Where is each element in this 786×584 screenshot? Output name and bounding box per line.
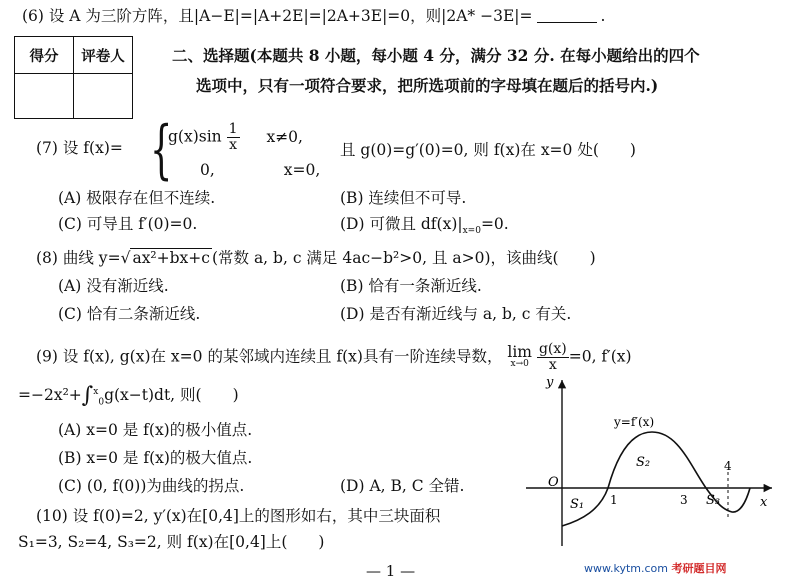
- q8-option-b: (B) 恰有一条渐近线.: [340, 277, 482, 295]
- integral-sign: ∫: [81, 383, 94, 409]
- q8-option-c: (C) 恰有二条渐近线.: [58, 305, 201, 323]
- area-s3-label: S₃: [706, 493, 721, 508]
- q7-brace: {: [150, 113, 173, 187]
- y-axis-label: y: [546, 375, 554, 390]
- tick-3: 3: [680, 493, 688, 507]
- q7-fraction: $\frac{1}{x}$: [228, 121, 238, 153]
- q7-option-d: (D) 可微且 $df(x)|_{x=0}=0$.: [340, 215, 509, 237]
- score-table: [14, 36, 133, 119]
- q7-lead: (7) 设 f(x)=: [36, 139, 123, 157]
- curve-label: y=f′(x): [614, 415, 655, 429]
- q8-option-d: (D) 是否有渐近线与 a, b, c 有关.: [340, 305, 572, 323]
- grader-header: 评卷人: [74, 37, 133, 74]
- q7-case1: g(x)sin $\frac{1}{x}$ x≠0,: [168, 121, 303, 153]
- page-number: — 1 —: [366, 562, 416, 580]
- q10-line1: (10) 设 f(0)=2, y′(x)在[0,4]上的图形如右，其中三块面积: [36, 507, 441, 525]
- score-header: 得分: [15, 37, 74, 74]
- x-axis-label: x: [760, 495, 768, 510]
- answer-blank: [537, 22, 597, 23]
- question-9: (9) 设 f(x), g(x)在 x=0 的某邻域内连续且 f(x)具有一阶连续导数， lim x→0 $\frac{g(x)}{x}$ =0, f′(x): [36, 341, 632, 373]
- question-6: (6) 设 A 为三阶方阵，且|A−E|=|A+2E|=|2A+3E|=0，则|2A* −3E|= .: [22, 7, 606, 25]
- section-2-heading-line1: 二、选择题(本题共 8 小题，每小题 4 分，满分 32 分. 在每小题给出的四个: [172, 46, 700, 65]
- area-s2-label: S₂: [636, 455, 651, 470]
- origin-label: O: [548, 475, 559, 490]
- tick-1: 1: [610, 493, 618, 507]
- q7-option-a: (A) 极限存在但不连续.: [58, 189, 216, 207]
- watermark: www.kytm.com 考研题目网: [584, 562, 727, 575]
- q9-line2: =−2x²+∫$^x_0$g(x−t)dt, 则( ): [18, 383, 239, 409]
- score-cell: [15, 74, 74, 119]
- q9-fraction: $\frac{g(x)}{x}$: [538, 341, 567, 373]
- q10-line2: S₁=3, S₂=4, S₃=2, 则 f(x)在[0,4]上( ): [18, 533, 325, 551]
- area-s1-label: S₁: [570, 497, 585, 512]
- question-8: (8) 曲线 y=√ ax²+bx+c (常数 a, b, c 满足 4ac−b²>0, 且 a>0)，该曲线( ): [36, 249, 596, 267]
- q7-tail: 且 g(0)=g′(0)=0, 则 f(x)在 x=0 处( ): [340, 141, 636, 159]
- q9-option-a: (A) x=0 是 f(x)的极小值点.: [58, 421, 253, 439]
- q7-case2: 0, x=0,: [200, 161, 321, 179]
- section-2-heading-line2: 选项中，只有一项符合要求，把所选项前的字母填在题后的括号内.): [196, 76, 659, 95]
- tick-4: 4: [724, 459, 732, 473]
- grader-cell: [74, 74, 133, 119]
- q9-limit: lim x→0: [507, 342, 533, 369]
- q7-option-c: (C) 可导且 f′(0)=0.: [58, 215, 198, 233]
- q9-option-c: (C) (0, f(0))为曲线的拐点.: [58, 477, 245, 495]
- derivative-curve: [562, 432, 750, 526]
- q9-option-d: (D) A, B, C 全错.: [340, 477, 465, 495]
- q6-text: (6) 设 A 为三阶方阵，且|A−E|=|A+2E|=|2A+3E|=0，则|2A* −3E|=: [22, 7, 533, 25]
- q8-sqrt: ax²+bx+c: [132, 249, 210, 267]
- q9-option-b: (B) x=0 是 f(x)的极大值点.: [58, 449, 253, 467]
- q8-option-a: (A) 没有渐近线.: [58, 277, 169, 295]
- derivative-graph: [520, 370, 778, 550]
- q7-option-b: (B) 连续但不可导.: [340, 189, 467, 207]
